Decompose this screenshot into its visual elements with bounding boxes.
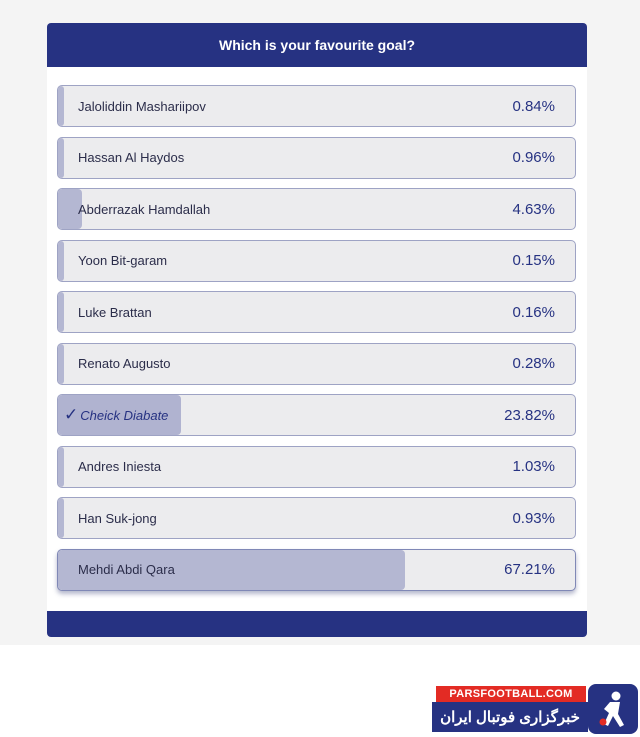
poll-option-label-text: Andres Iniesta (78, 459, 162, 474)
poll-option[interactable] (57, 291, 576, 333)
poll-option-percent: 23.82% (504, 406, 555, 424)
poll-option[interactable] (57, 394, 576, 436)
poll-option-percent: 67.21% (504, 561, 555, 578)
logo-player-icon (588, 684, 638, 734)
poll-option-percent: 0.15% (512, 252, 555, 269)
poll-option[interactable] (57, 188, 576, 230)
poll-option-label-text: Luke Brattan (78, 304, 152, 320)
poll-option-label (78, 241, 167, 281)
poll-option-result-bar (58, 86, 64, 126)
poll-option-result-bar (58, 138, 64, 178)
poll-option-percent: 0.96% (512, 149, 555, 166)
poll-option-label (78, 344, 171, 384)
poll-option-label (78, 550, 175, 590)
poll-option-result-bar (58, 344, 64, 384)
poll-option-result-bar (58, 292, 64, 332)
poll-option-percent: 0.16% (512, 303, 555, 321)
poll-option-result-bar (58, 241, 64, 281)
poll-option-label-text: Han Suk-jong (78, 510, 157, 526)
poll-option-percent: 1.03% (512, 458, 555, 475)
poll-option-result-bar (58, 447, 64, 487)
checkmark-icon: ✓ (64, 405, 79, 424)
poll-option-label-text: Cheick Diabate (80, 407, 169, 423)
logo-tagline: خبرگزاری فوتبال ایران (432, 702, 588, 732)
poll-option-percent: 0.93% (512, 509, 555, 527)
poll-option-label (78, 86, 206, 126)
poll-option-label (78, 447, 161, 487)
poll-option-label-text: Mehdi Abdi Qara (78, 562, 175, 577)
poll-option[interactable] (57, 240, 576, 282)
parsfootball-logo (432, 684, 640, 737)
poll-option-label-text: Yoon Bit-garam (78, 253, 168, 268)
poll-option-label (78, 498, 157, 538)
poll-option[interactable] (57, 343, 576, 385)
poll-option[interactable] (57, 85, 576, 127)
poll-option-label-text: Hassan Al Haydos (78, 150, 185, 165)
poll-card (47, 23, 587, 637)
poll-option-label-text: Jaloliddin Mashariipov (78, 98, 206, 114)
poll-option-percent: 0.28% (512, 355, 555, 372)
poll-option-label (78, 138, 184, 178)
poll-title: Which is your favourite goal? (47, 23, 587, 67)
poll-option-label-text: Abderrazak Hamdallah (78, 201, 211, 217)
poll-option[interactable] (57, 497, 576, 539)
poll-option-percent: 0.84% (512, 97, 555, 115)
poll-option-label (78, 292, 152, 332)
poll-option-label-text: Renato Augusto (78, 356, 171, 371)
poll-option[interactable] (57, 549, 576, 591)
poll-option[interactable] (57, 446, 576, 488)
poll-option-percent: 4.63% (512, 200, 555, 218)
poll-option-result-bar (58, 498, 64, 538)
poll-footer-bar (47, 611, 587, 637)
poll-option[interactable] (57, 137, 576, 179)
poll-option-label (78, 189, 210, 229)
poll-options-list (57, 85, 576, 600)
logo-site-name: PARSFOOTBALL.COM (436, 686, 586, 702)
poll-option-label (64, 395, 168, 435)
